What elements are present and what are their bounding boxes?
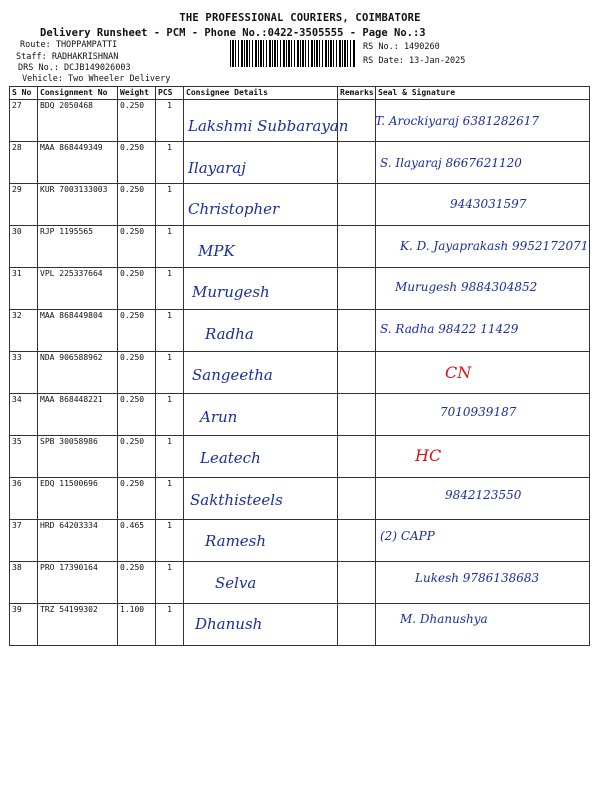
cell-sno: 32: [10, 310, 38, 352]
cell-remarks: [338, 478, 376, 520]
cell-weight: 0.250: [118, 268, 156, 310]
table-row: [10, 436, 590, 478]
cell-signature: [376, 352, 590, 394]
cell-pcs: 1: [156, 478, 184, 520]
cell-sno: 39: [10, 604, 38, 646]
handwritten-consignee: Arun: [200, 407, 238, 426]
col-weight: Weight: [118, 87, 156, 100]
cell-pcs: 1: [156, 100, 184, 142]
cell-consignment: MAA 868449804: [38, 310, 118, 352]
handwritten-signature: (2) CAPP: [380, 529, 435, 543]
cell-consignment: SPB 30058986: [38, 436, 118, 478]
cell-weight: 1.100: [118, 604, 156, 646]
cell-sno: 27: [10, 100, 38, 142]
handwritten-consignee: Dhanush: [195, 615, 263, 633]
col-pcs: PCS: [156, 87, 184, 100]
cell-pcs: 1: [156, 436, 184, 478]
cell-pcs: 1: [156, 394, 184, 436]
handwritten-signature: 7010939187: [440, 404, 517, 419]
cell-consignment: NDA 906588962: [38, 352, 118, 394]
cell-weight: 0.465: [118, 520, 156, 562]
vehicle-label: Vehicle: Two Wheeler Delivery: [22, 74, 171, 84]
cell-remarks: [338, 352, 376, 394]
cell-remarks: [338, 604, 376, 646]
cell-weight: 0.250: [118, 394, 156, 436]
handwritten-signature: T. Arockiyaraj 6381282617: [375, 114, 540, 128]
handwritten-signature: 9443031597: [450, 197, 527, 211]
handwritten-consignee: Sakthisteels: [190, 490, 283, 509]
cell-remarks: [338, 268, 376, 310]
cell-pcs: 1: [156, 520, 184, 562]
cell-weight: 0.250: [118, 100, 156, 142]
table-row: [10, 604, 590, 646]
cell-consignment: MAA 868449349: [38, 142, 118, 184]
cell-consignee: [184, 562, 338, 604]
cell-sno: 29: [10, 184, 38, 226]
cell-consignment: KUR 7003133003: [38, 184, 118, 226]
cell-pcs: 1: [156, 310, 184, 352]
handwritten-consignee: Lakshmi Subbarayan: [188, 117, 349, 135]
cell-weight: 0.250: [118, 142, 156, 184]
cell-sno: 31: [10, 268, 38, 310]
cell-remarks: [338, 562, 376, 604]
handwritten-signature: HC: [415, 446, 442, 465]
drs-label: DRS No.: DCJB149026003: [18, 63, 131, 73]
cell-sno: 33: [10, 352, 38, 394]
cell-weight: 0.250: [118, 562, 156, 604]
cell-sno: 28: [10, 142, 38, 184]
cell-weight: 0.250: [118, 310, 156, 352]
col-sno: S No: [10, 87, 38, 100]
cell-remarks: [338, 184, 376, 226]
col-remarks: Remarks: [338, 87, 376, 100]
handwritten-signature: M. Dhanushya: [400, 612, 488, 626]
handwritten-consignee: Murugesh: [192, 283, 270, 301]
cell-consignment: TRZ 54199302: [38, 604, 118, 646]
handwritten-signature: Lukesh 9786138683: [415, 570, 540, 585]
cell-remarks: [338, 142, 376, 184]
col-consignee: Consignee Details: [184, 87, 338, 100]
handwritten-consignee: Selva: [215, 573, 257, 592]
handwritten-signature: CN: [445, 363, 472, 382]
handwritten-signature: Murugesh 9884304852: [395, 280, 538, 294]
cell-sno: 35: [10, 436, 38, 478]
cell-consignment: VPL 225337664: [38, 268, 118, 310]
rs-number: RS No.: 1490260: [363, 42, 440, 52]
handwritten-consignee: Radha: [205, 324, 254, 343]
handwritten-signature: 9842123550: [445, 487, 522, 502]
barcode-image: [230, 40, 355, 67]
cell-weight: 0.250: [118, 478, 156, 520]
cell-weight: 0.250: [118, 226, 156, 268]
cell-pcs: 1: [156, 226, 184, 268]
cell-weight: 0.250: [118, 352, 156, 394]
sheet-title: THE PROFESSIONAL COURIERS, COIMBATORE: [179, 12, 421, 24]
table-row: [10, 352, 590, 394]
cell-remarks: [338, 436, 376, 478]
cell-pcs: 1: [156, 604, 184, 646]
rs-date: RS Date: 13-Jan-2025: [363, 56, 466, 66]
cell-remarks: [338, 394, 376, 436]
cell-consignment: MAA 868448221: [38, 394, 118, 436]
cell-weight: 0.250: [118, 436, 156, 478]
handwritten-consignee: Sangeetha: [192, 366, 273, 384]
staff-label: Staff: RADHAKRISHNAN: [16, 52, 119, 62]
cell-pcs: 1: [156, 352, 184, 394]
handwritten-consignee: Leatech: [200, 449, 261, 467]
col-signature: Seal & Signature: [376, 87, 590, 100]
table-header-row: [10, 87, 590, 100]
route-label: Route: THOPPAMPATTI: [20, 40, 118, 50]
cell-remarks: [338, 226, 376, 268]
table-row: [10, 520, 590, 562]
cell-remarks: [338, 520, 376, 562]
sheet-subtitle: Delivery Runsheet - PCM - Phone No.:0422-3505555 - Page No.:3: [40, 27, 426, 39]
handwritten-consignee: MPK: [198, 241, 235, 260]
cell-signature: [376, 436, 590, 478]
cell-consignment: BDQ 2050468: [38, 100, 118, 142]
cell-sno: 34: [10, 394, 38, 436]
cell-pcs: 1: [156, 562, 184, 604]
cell-sno: 38: [10, 562, 38, 604]
cell-sno: 36: [10, 478, 38, 520]
cell-consignment: HRD 64203334: [38, 520, 118, 562]
handwritten-signature: S. Ilayaraj 8667621120: [380, 155, 522, 170]
cell-remarks: [338, 310, 376, 352]
handwritten-consignee: Christopher: [188, 200, 280, 218]
cell-pcs: 1: [156, 142, 184, 184]
cell-sno: 30: [10, 226, 38, 268]
handwritten-consignee: Ilayaraj: [188, 158, 246, 177]
cell-consignment: PRO 17390164: [38, 562, 118, 604]
cell-weight: 0.250: [118, 184, 156, 226]
runsheet-table: [9, 86, 590, 646]
col-consignment: Consignment No: [38, 87, 118, 100]
cell-consignment: EDQ 11500696: [38, 478, 118, 520]
cell-sno: 37: [10, 520, 38, 562]
handwritten-signature: K. D. Jayaprakash 9952172071: [400, 238, 589, 253]
cell-consignment: RJP 1195565: [38, 226, 118, 268]
cell-pcs: 1: [156, 268, 184, 310]
cell-pcs: 1: [156, 184, 184, 226]
handwritten-signature: S. Radha 98422 11429: [380, 321, 519, 336]
handwritten-consignee: Ramesh: [205, 532, 267, 550]
